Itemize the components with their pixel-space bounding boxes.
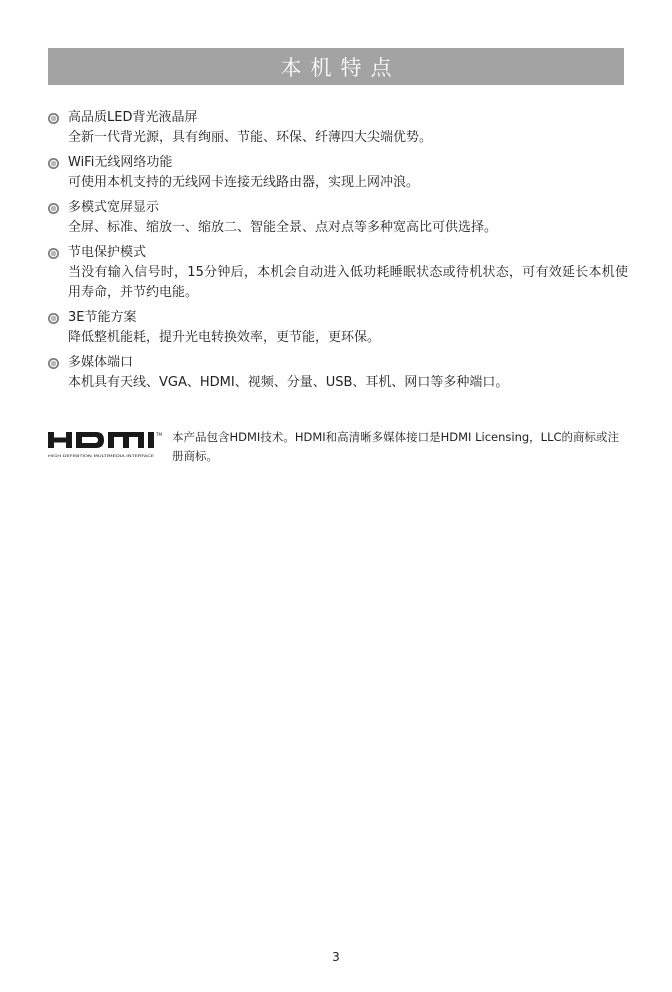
section-title-bar <box>48 48 624 85</box>
feature-item <box>48 108 628 148</box>
bullet-icon <box>48 313 59 324</box>
bullet-icon <box>48 158 59 169</box>
feature-description: 可使用本机支持的无线网卡连接无线路由器，实现上网冲浪。 <box>68 175 420 190</box>
feature-item <box>48 308 628 348</box>
bullet-icon <box>48 113 59 124</box>
feature-title: 3E节能方案 <box>68 310 137 325</box>
page-title: 本机特点 <box>280 55 401 80</box>
hdmi-trademark-notice: 本产品包含HDMI技术。HDMI和高清晰多媒体接口是HDMI Licensing，LLC的商标或注册商标。 <box>172 430 620 463</box>
feature-item <box>48 198 628 238</box>
hdmi-logo-icon <box>48 430 168 460</box>
hdmi-tagline: HIGH DEFINITION MULTIMEDIA INTERFACE <box>48 454 156 458</box>
feature-description: 全新一代背光源，具有绚丽、节能、环保、纤薄四大尖端优势。 <box>68 130 433 145</box>
feature-title: 高品质LED背光液晶屏 <box>68 110 198 125</box>
feature-list <box>48 108 628 398</box>
bullet-icon <box>48 248 59 259</box>
feature-item <box>48 153 628 193</box>
feature-description: 全屏、标准、缩放一、缩放二、智能全景、点对点等多种宽高比可供选择。 <box>68 220 498 235</box>
bullet-icon <box>48 203 59 214</box>
page-number: 3 <box>332 950 340 964</box>
feature-title: 节电保护模式 <box>68 245 147 260</box>
feature-item <box>48 243 628 303</box>
feature-description: 本机具有天线、VGA、HDMI、视频、分量、USB、耳机、网口等多种端口。 <box>68 375 509 390</box>
feature-item <box>48 353 628 393</box>
bullet-icon <box>48 358 59 369</box>
hdmi-notice <box>48 428 628 468</box>
trademark-mark: TM <box>156 432 162 437</box>
feature-description: 降低整机能耗，提升光电转换效率，更节能，更环保。 <box>68 330 381 345</box>
feature-title: 多模式宽屏显示 <box>68 200 160 215</box>
feature-description: 当没有输入信号时，15分钟后，本机会自动进入低功耗睡眠状态或待机状态，可有效延长本机使用寿命，并节约电能。 <box>68 265 628 300</box>
feature-title: WiFi无线网络功能 <box>68 155 173 170</box>
feature-title: 多媒体端口 <box>68 355 134 370</box>
